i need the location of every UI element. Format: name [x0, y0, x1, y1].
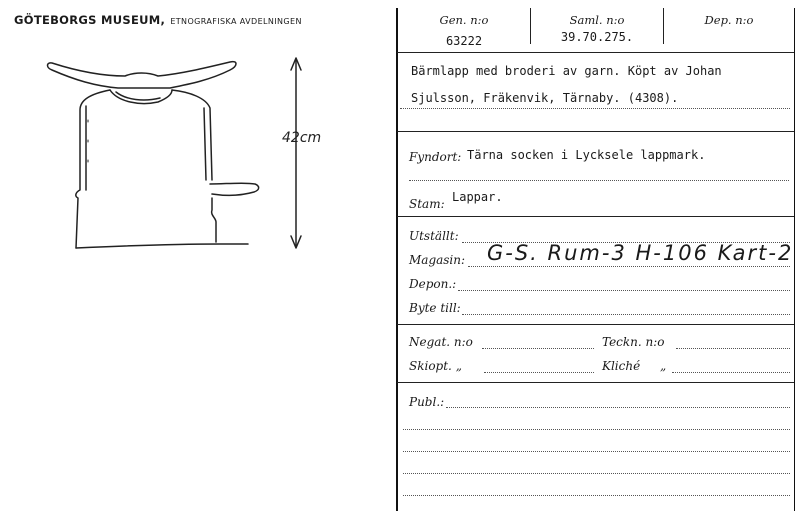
stam-value: Lappar. — [452, 190, 503, 204]
card-right-border — [794, 8, 795, 511]
dep-no-label: Dep. n:o — [704, 13, 754, 27]
dotted-rule — [403, 429, 790, 430]
fyndort-label: Fyndort: — [409, 150, 462, 164]
department-name: ETNOGRAFISKA AVDELNINGEN — [170, 17, 302, 26]
object-sketch — [40, 50, 340, 264]
header-rule — [397, 52, 794, 53]
dotted-rule — [458, 290, 790, 291]
card-left-border — [396, 8, 398, 511]
kliche-ditto: „ — [660, 359, 667, 373]
publ-label: Publ.: — [409, 395, 445, 409]
dotted-rule — [403, 473, 790, 474]
magasin-label: Magasin: — [409, 253, 466, 267]
utstallt-label: Utställt: — [409, 229, 459, 243]
section-rule — [397, 382, 794, 383]
dotted-rule — [462, 314, 790, 315]
section-rule — [397, 324, 794, 325]
museum-name: GÖTEBORGS MUSEUM, — [14, 13, 166, 27]
kliche-label: Kliché — [602, 359, 641, 373]
dotted-rule — [400, 108, 790, 109]
dotted-rule — [403, 495, 790, 496]
dotted-rule — [446, 407, 790, 408]
saml-no-value: 39.70.275. — [560, 30, 634, 44]
museum-header — [14, 9, 302, 28]
teckn-label: Teckn. n:o — [602, 335, 665, 349]
sketch-drawing — [40, 50, 340, 260]
dotted-rule — [403, 451, 790, 452]
gen-no-value: 63222 — [445, 34, 483, 48]
stam-label: Stam: — [409, 197, 445, 211]
dotted-rule — [676, 348, 790, 349]
dotted-rule — [409, 180, 789, 181]
dotted-rule — [468, 266, 790, 267]
section-rule — [397, 216, 794, 217]
gen-no-label: Gen. n:o — [439, 13, 489, 27]
measurement-label: 42cm — [282, 130, 322, 146]
description-line-2: Sjulsson, Fräkenvik, Tärnaby. (4308). — [411, 91, 679, 105]
dotted-rule — [484, 372, 594, 373]
byte-label: Byte till: — [409, 301, 461, 315]
negat-label: Negat. n:o — [409, 335, 473, 349]
depon-label: Depon.: — [409, 277, 457, 291]
section-rule — [397, 131, 794, 132]
description-line-1: Bärmlapp med broderi av garn. Köpt av Johan — [411, 64, 722, 78]
dotted-rule — [672, 372, 790, 373]
dotted-rule — [482, 348, 594, 349]
fyndort-value: Tärna socken i Lycksele lappmark. — [467, 148, 706, 162]
skiopt-label: Skiopt. „ — [409, 359, 462, 373]
saml-no-label: Saml. n:o — [569, 13, 625, 27]
magasin-value: G-S. Rum-3 H-106 Kart-2 — [487, 241, 794, 265]
